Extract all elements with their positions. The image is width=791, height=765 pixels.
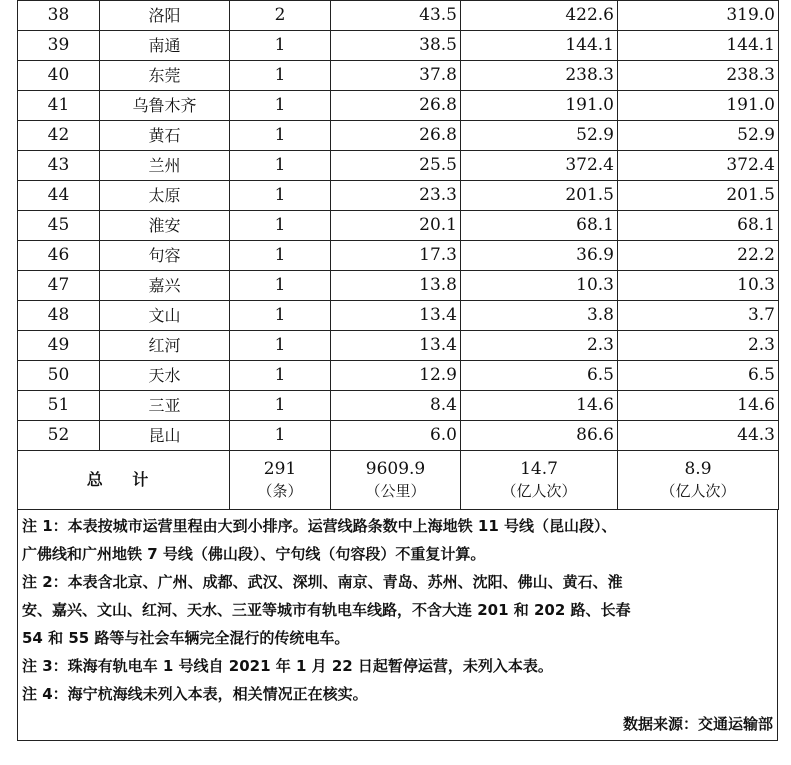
- total-passengers-unit: （亿人次）: [501, 482, 577, 500]
- unique-passenger-volume: 3.7: [618, 301, 779, 331]
- table-row: [18, 421, 779, 451]
- row-index: 46: [18, 241, 100, 271]
- operating-km: 17.3: [331, 241, 461, 271]
- passenger-volume: 3.8: [461, 301, 618, 331]
- passenger-volume: 422.6: [461, 1, 618, 31]
- operating-km: 13.4: [331, 331, 461, 361]
- city-name: 乌鲁木齐: [100, 91, 230, 121]
- statistics-sheet: [17, 0, 778, 741]
- passenger-volume: 372.4: [461, 151, 618, 181]
- total-passengers-value: 14.7: [520, 459, 558, 479]
- line-count: 1: [230, 301, 331, 331]
- row-index: 44: [18, 181, 100, 211]
- line-count: 1: [230, 391, 331, 421]
- unique-passenger-volume: 319.0: [618, 1, 779, 31]
- total-lines-unit: （条）: [257, 482, 303, 500]
- note-1: [22, 512, 773, 568]
- unique-passenger-volume: 2.3: [618, 331, 779, 361]
- line-count: 1: [230, 121, 331, 151]
- row-index: 40: [18, 61, 100, 91]
- row-index: 42: [18, 121, 100, 151]
- note-3: [22, 652, 773, 680]
- total-row: [18, 451, 779, 510]
- line-count: 1: [230, 331, 331, 361]
- table-row: [18, 241, 779, 271]
- table-row: [18, 331, 779, 361]
- passenger-volume: 144.1: [461, 31, 618, 61]
- table-row: [18, 31, 779, 61]
- city-name: 天水: [100, 361, 230, 391]
- total-km-value: 9609.9: [365, 459, 426, 479]
- operating-km: 13.8: [331, 271, 461, 301]
- unique-passenger-volume: 14.6: [618, 391, 779, 421]
- passenger-volume: 10.3: [461, 271, 618, 301]
- passenger-volume: 86.6: [461, 421, 618, 451]
- note-2: [22, 568, 773, 652]
- row-index: 45: [18, 211, 100, 241]
- passenger-volume: 201.5: [461, 181, 618, 211]
- note-1-line-1: 注 1：本表按城市运营里程由大到小排序。运营线路条数中上海地铁 11 号线（昆山段）、: [22, 517, 617, 535]
- passenger-volume: 191.0: [461, 91, 618, 121]
- unique-passenger-volume: 6.5: [618, 361, 779, 391]
- table-row: [18, 181, 779, 211]
- line-count: 1: [230, 421, 331, 451]
- passenger-volume: 2.3: [461, 331, 618, 361]
- city-name: 东莞: [100, 61, 230, 91]
- total-lines-value: 291: [263, 459, 297, 479]
- passenger-volume: 52.9: [461, 121, 618, 151]
- operating-km: 37.8: [331, 61, 461, 91]
- line-count: 1: [230, 91, 331, 121]
- city-name: 洛阳: [100, 1, 230, 31]
- line-count: 1: [230, 241, 331, 271]
- city-name: 红河: [100, 331, 230, 361]
- passenger-volume: 14.6: [461, 391, 618, 421]
- city-name: 三亚: [100, 391, 230, 421]
- table-row: [18, 151, 779, 181]
- total-unique-value: 8.9: [684, 459, 712, 479]
- unique-passenger-volume: 44.3: [618, 421, 779, 451]
- note-3-line-1: 注 3：珠海有轨电车 1 号线自 2021 年 1 月 22 日起暂停运营，未列入本表。: [22, 657, 553, 675]
- unique-passenger-volume: 52.9: [618, 121, 779, 151]
- line-count: 1: [230, 361, 331, 391]
- city-name: 南通: [100, 31, 230, 61]
- table-row: [18, 61, 779, 91]
- operating-km: 26.8: [331, 121, 461, 151]
- operating-km: 8.4: [331, 391, 461, 421]
- table-row: [18, 91, 779, 121]
- row-index: 41: [18, 91, 100, 121]
- notes-section: [17, 510, 778, 741]
- table-row: [18, 391, 779, 421]
- table-row: [18, 211, 779, 241]
- note-4: [22, 680, 773, 708]
- note-2-line-2: 安、嘉兴、文山、红河、天水、三亚等城市有轨电车线路，不含大连 201 和 202 路、长春: [22, 601, 631, 619]
- row-index: 51: [18, 391, 100, 421]
- total-passengers-cell: [461, 451, 618, 510]
- total-unique-unit: （亿人次）: [660, 482, 736, 500]
- city-name: 文山: [100, 301, 230, 331]
- city-name: 昆山: [100, 421, 230, 451]
- operating-km: 13.4: [331, 301, 461, 331]
- line-count: 1: [230, 31, 331, 61]
- total-unique-cell: [618, 451, 779, 510]
- row-index: 48: [18, 301, 100, 331]
- operating-km: 43.5: [331, 1, 461, 31]
- city-name: 兰州: [100, 151, 230, 181]
- note-1-line-2: 广佛线和广州地铁 7 号线（佛山段）、宁句线（句容段）不重复计算。: [22, 545, 486, 563]
- city-name: 句容: [100, 241, 230, 271]
- data-source: 数据来源：交通运输部: [622, 715, 773, 733]
- unique-passenger-volume: 201.5: [618, 181, 779, 211]
- note-2-line-1: 注 2：本表含北京、广州、成都、武汉、深圳、南京、青岛、苏州、沈阳、佛山、黄石、淮: [22, 573, 623, 591]
- line-count: 1: [230, 211, 331, 241]
- note-4-line-1: 注 4：海宁杭海线未列入本表，相关情况正在核实。: [22, 685, 368, 703]
- operating-km: 38.5: [331, 31, 461, 61]
- table-row: [18, 301, 779, 331]
- total-lines-cell: [230, 451, 331, 510]
- unique-passenger-volume: 144.1: [618, 31, 779, 61]
- total-km-cell: [331, 451, 461, 510]
- unique-passenger-volume: 372.4: [618, 151, 779, 181]
- city-name: 淮安: [100, 211, 230, 241]
- table-row: [18, 1, 779, 31]
- passenger-volume: 6.5: [461, 361, 618, 391]
- unique-passenger-volume: 10.3: [618, 271, 779, 301]
- operating-km: 25.5: [331, 151, 461, 181]
- city-name: 太原: [100, 181, 230, 211]
- operating-km: 23.3: [331, 181, 461, 211]
- row-index: 38: [18, 1, 100, 31]
- unique-passenger-volume: 191.0: [618, 91, 779, 121]
- line-count: 1: [230, 271, 331, 301]
- city-transit-table: [17, 0, 779, 510]
- line-count: 1: [230, 151, 331, 181]
- passenger-volume: 68.1: [461, 211, 618, 241]
- row-index: 39: [18, 31, 100, 61]
- passenger-volume: 36.9: [461, 241, 618, 271]
- total-label: 总 计: [18, 451, 230, 510]
- unique-passenger-volume: 68.1: [618, 211, 779, 241]
- city-name: 黄石: [100, 121, 230, 151]
- row-index: 49: [18, 331, 100, 361]
- city-name: 嘉兴: [100, 271, 230, 301]
- table-row: [18, 121, 779, 151]
- line-count: 1: [230, 181, 331, 211]
- line-count: 1: [230, 61, 331, 91]
- row-index: 52: [18, 421, 100, 451]
- total-km-unit: （公里）: [365, 482, 426, 500]
- unique-passenger-volume: 22.2: [618, 241, 779, 271]
- passenger-volume: 238.3: [461, 61, 618, 91]
- row-index: 47: [18, 271, 100, 301]
- row-index: 43: [18, 151, 100, 181]
- unique-passenger-volume: 238.3: [618, 61, 779, 91]
- operating-km: 12.9: [331, 361, 461, 391]
- table-row: [18, 361, 779, 391]
- operating-km: 6.0: [331, 421, 461, 451]
- table-body: [18, 1, 779, 451]
- table-row: [18, 271, 779, 301]
- note-2-line-3: 54 和 55 路等与社会车辆完全混行的传统电车。: [22, 629, 350, 647]
- operating-km: 26.8: [331, 91, 461, 121]
- line-count: 2: [230, 1, 331, 31]
- operating-km: 20.1: [331, 211, 461, 241]
- row-index: 50: [18, 361, 100, 391]
